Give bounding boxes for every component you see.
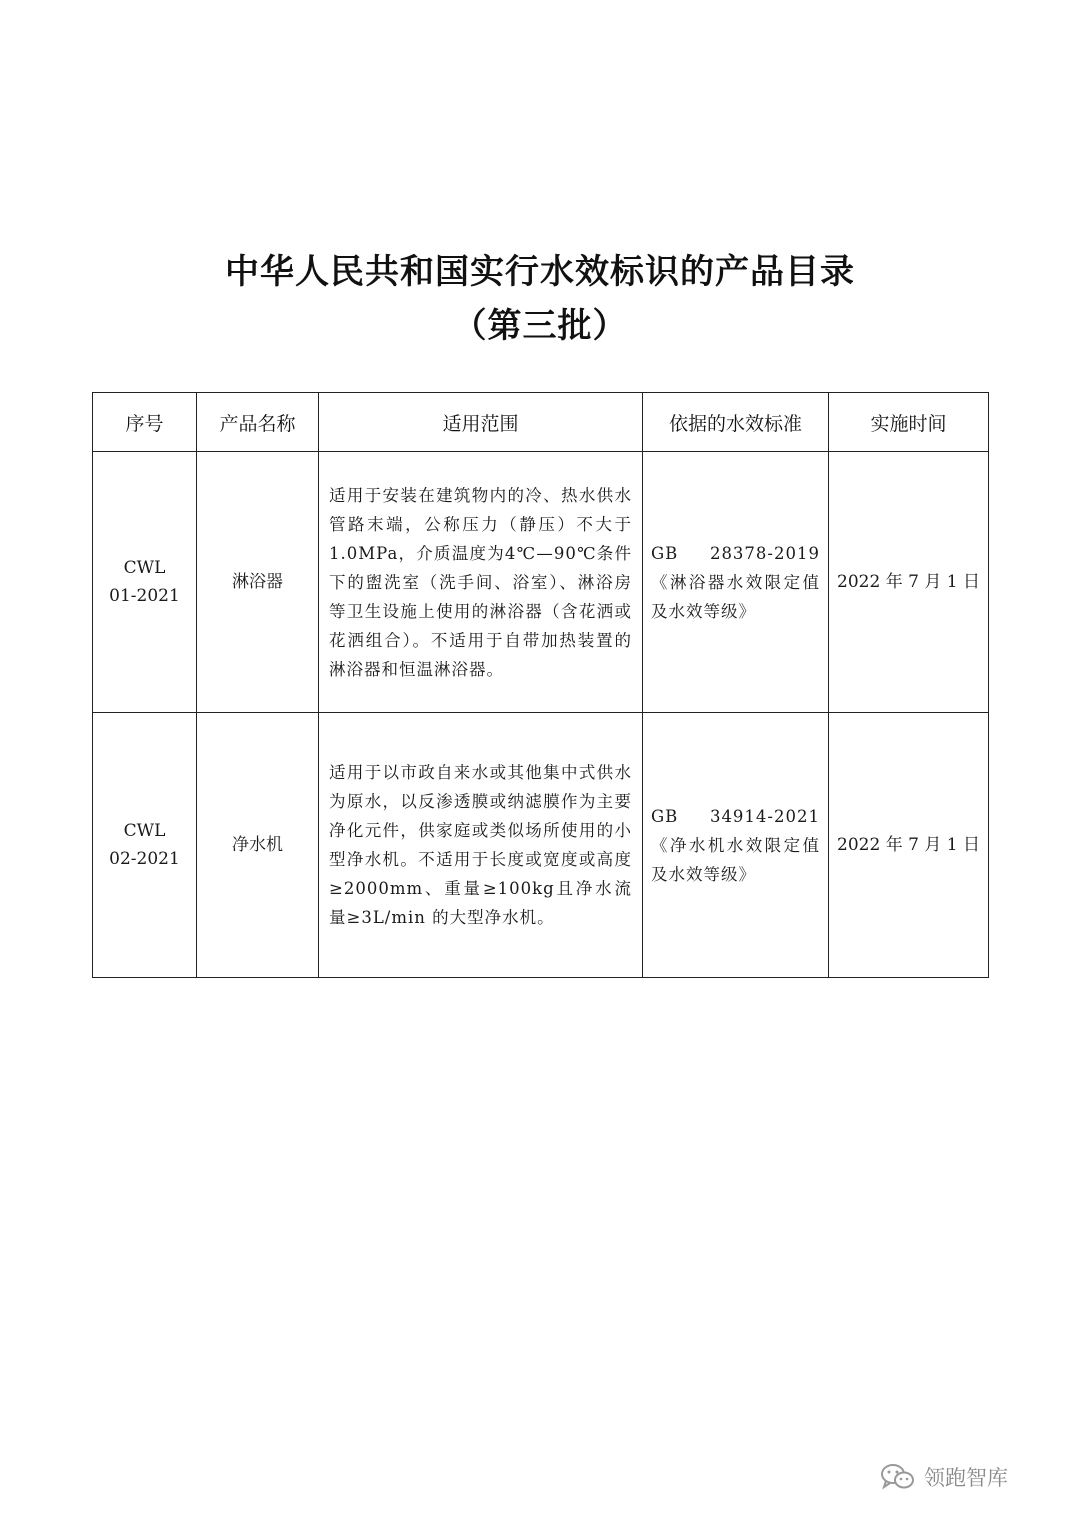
watermark-text: 领跑智库 <box>924 1466 1008 1490</box>
standard-cell <box>643 452 829 713</box>
serial-cell <box>93 713 197 978</box>
scope-text: 适用于以市政自来水或其他集中式供水为原水，以反渗透膜或纳滤膜作为主要净化元件，供家庭或类似场所使用的小型净水机。不适用于长度或宽度或高度≥2000mm、重量≥100kg且净水流量≥3L/min 的大型净水机。 <box>329 763 632 927</box>
product-name-cell: 淋浴器 <box>197 452 319 713</box>
scope-cell <box>319 713 643 978</box>
scope-text: 适用于安装在建筑物内的冷、热水供水管路末端，公称压力（静压）不大于1.0MPa，介质温度为4℃—90℃条件下的盥洗室（洗手间、浴室）、淋浴房等卫生设施上使用的淋浴器（含花洒或花洒组合）。不适用于自带加热装置的淋浴器和恒温淋浴器。 <box>329 485 632 679</box>
header-standard: 依据的水效标准 <box>643 393 829 452</box>
effective-date-cell: 2022 年 7 月 1 日 <box>829 452 989 713</box>
header-product-name: 产品名称 <box>197 393 319 452</box>
product-catalog-table <box>92 392 989 978</box>
watermark <box>880 1462 1008 1492</box>
header-serial: 序号 <box>93 393 197 452</box>
header-scope: 适用范围 <box>319 393 643 452</box>
standard-text: GB 28378-2019《淋浴器水效限定值及水效等级》 <box>651 543 820 621</box>
product-name-cell: 净水机 <box>197 713 319 978</box>
serial-number: 01-2021 <box>109 586 180 606</box>
table-row <box>93 713 989 978</box>
table-row <box>93 452 989 713</box>
standard-cell <box>643 713 829 978</box>
table-header-row <box>93 393 989 452</box>
document-title: 中华人民共和国实行水效标识的产品目录 <box>225 252 855 292</box>
serial-number: 02-2021 <box>109 849 180 869</box>
document-subtitle: （第三批） <box>452 306 628 346</box>
header-effective-date: 实施时间 <box>829 393 989 452</box>
effective-date-cell: 2022 年 7 月 1 日 <box>829 713 989 978</box>
scope-cell <box>319 452 643 713</box>
serial-code: CWL <box>123 821 166 841</box>
wechat-icon <box>880 1462 916 1492</box>
standard-text: GB 34914-2021《净水机水效限定值及水效等级》 <box>651 806 820 884</box>
serial-code: CWL <box>123 558 166 578</box>
serial-cell <box>93 452 197 713</box>
